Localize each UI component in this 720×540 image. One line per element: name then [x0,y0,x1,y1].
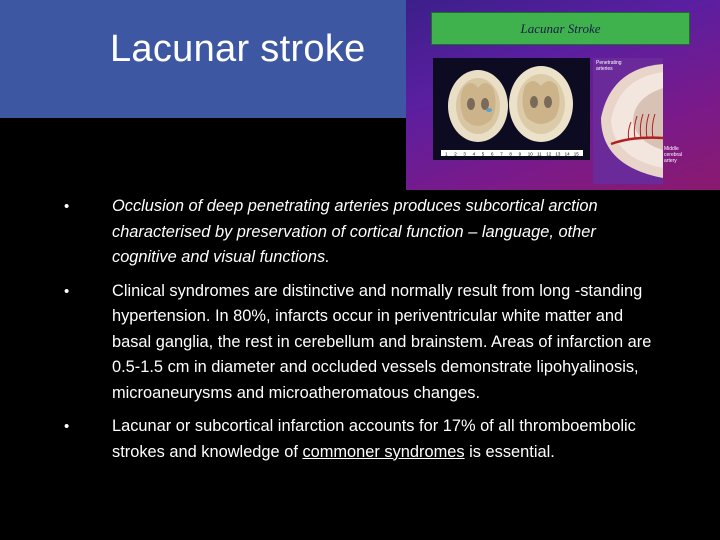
ruler-number: 10 [527,151,533,157]
figure-header [431,12,690,45]
bullet-item [58,279,658,407]
commoner-syndromes-link[interactable]: commoner syndromes [302,442,465,461]
label-middle-cerebral-artery: Middle cerebral artery [664,146,683,164]
ruler-number: 2 [454,151,457,157]
ruler-number: 9 [518,151,522,157]
ruler-number: 14 [564,151,570,157]
ruler-number: 12 [546,151,552,157]
ruler-number: 6 [491,151,494,157]
ruler-number: 4 [472,151,476,157]
brain-section-image [433,58,590,160]
bullet-item [58,414,658,465]
ruler-number: 7 [500,151,503,157]
ruler-number: 11 [537,151,542,157]
bullet-marker: • [64,418,70,435]
title-bar [0,0,406,118]
bullet-list [58,194,658,473]
ruler-number: 5 [481,151,485,157]
bullet-marker: • [64,282,70,300]
artery-diagram-image [593,58,663,184]
slide-title: Lacunar stroke [110,28,366,70]
figure-header-text: Lacunar Stroke [520,20,601,36]
ruler-number: 15 [573,151,579,157]
ruler-number: 1 [445,151,448,157]
brain-figure [406,0,720,190]
bullet-text-end: is essential. [464,442,555,461]
ruler-number: 13 [555,151,561,157]
bullet-text: Clinical syndromes are distinctive and normally result from long -standing hypertension. In 80%, infarcts occur in periventricular white matter and basal ganglia, the rest in cerebellum and brainstem. Areas of infarction are 0.5-1.5 cm in diameter and occluded vessels demonstrate lipohyalinosis, microaneurysms and microatheromatous changes. [112,281,652,402]
ruler-number: 8 [509,151,512,157]
brain-section-photo [433,58,590,160]
bullet-marker: • [64,198,70,215]
bullet-text [112,417,636,461]
bullet-text-start: Lacunar or subcortical infarction accounts for 17% of all thromboembolic strokes and knowledge of [112,417,636,461]
artery-diagram [593,58,663,184]
bullet-text: Occlusion of deep penetrating arteries produces subcortical arction characterised by preservation of cortical function – language, other cognitive and visual functions. [112,197,598,266]
label-penetrating-arteries: Penetrating arteries [596,60,622,72]
ruler-number: 3 [463,151,466,157]
bullet-item [58,194,658,271]
